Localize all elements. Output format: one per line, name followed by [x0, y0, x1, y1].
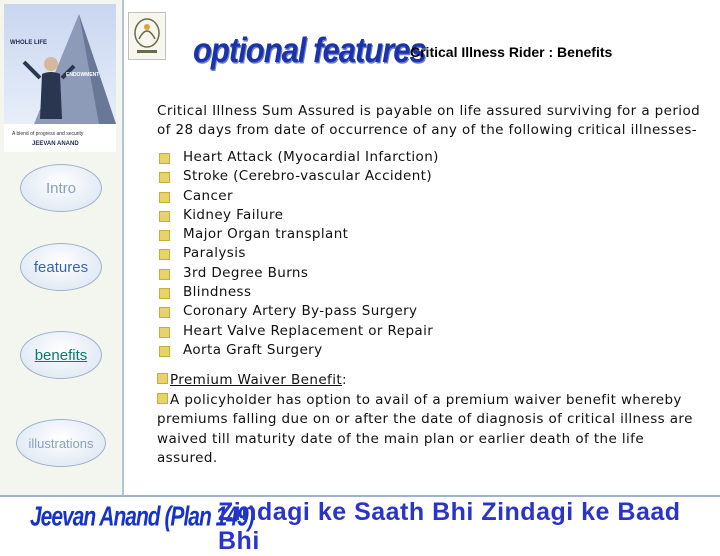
optional-features-heading: optional features: [193, 30, 426, 71]
bullet-square-icon: [159, 230, 170, 241]
illness-label: Kidney Failure: [183, 206, 284, 223]
footer-slogan: Zindagi ke Saath Bhi Zindagi ke Baad Bhi: [218, 498, 681, 555]
illness-label: Coronary Artery By-pass Surgery: [183, 303, 418, 320]
illness-list-item: [157, 225, 702, 244]
nav-features-button[interactable]: [20, 243, 102, 291]
illness-label: Aorta Graft Surgery: [183, 341, 323, 358]
illness-label: Paralysis: [183, 245, 246, 262]
nav-benefits-link[interactable]: [20, 331, 102, 379]
lic-emblem-logo: [128, 12, 166, 60]
bullet-square-icon: [159, 288, 170, 299]
waiver-text: A policyholder has option to avail of a premium waiver benefit whereby premiums falling due on or after the date of diagnosis of critical illness are waived till maturity date of the main plan or earlier death of the life assured.: [157, 391, 693, 467]
nav-intro-button[interactable]: [20, 164, 102, 212]
bullet-square-icon: [159, 346, 170, 357]
illness-label: Blindness: [183, 284, 252, 301]
illness-list-item: [157, 302, 702, 321]
main-content: [157, 102, 702, 469]
illness-list-item: [157, 187, 702, 206]
bullet-square-icon: [159, 269, 170, 280]
nav-illustrations-label: illustrations: [28, 435, 94, 451]
illness-label: Heart Valve Replacement or Repair: [183, 322, 434, 339]
illness-list-item: [157, 206, 702, 225]
sidebar: [0, 0, 124, 495]
waiver-heading-colon: :: [342, 372, 347, 389]
bullet-square-icon: [159, 211, 170, 222]
cover-image: [4, 4, 116, 152]
nav-features-label: features: [33, 258, 89, 276]
waiver-heading: Premium Waiver Benefit: [170, 372, 343, 389]
bullet-square-icon: [157, 373, 168, 384]
illness-list-item: [157, 283, 702, 302]
slide-title: Critical Illness Rider : Benefits: [410, 44, 613, 60]
premium-waiver-section: [157, 371, 702, 469]
illness-list-item: [157, 148, 702, 167]
bullet-square-icon: [159, 327, 170, 338]
illness-list-item: [157, 341, 702, 360]
illness-list-item: [157, 244, 702, 263]
footer-divider: [0, 495, 720, 497]
cover-tagline: A blend of progress and security: [12, 131, 84, 137]
illness-label: Cancer: [183, 187, 233, 204]
illness-list-item: [157, 264, 702, 283]
illness-list-item: [157, 167, 702, 186]
illness-list: [157, 148, 702, 360]
illness-label: Major Organ transplant: [183, 226, 349, 243]
bullet-square-icon: [159, 192, 170, 203]
bullet-square-icon: [157, 393, 168, 404]
nav-illustrations-button[interactable]: [16, 419, 106, 467]
cover-plan-name: JEEVAN ANAND: [32, 141, 79, 147]
bullet-square-icon: [159, 153, 170, 164]
bullet-square-icon: [159, 172, 170, 183]
illness-label: Stroke (Cerebro-vascular Accident): [183, 168, 433, 185]
illness-list-item: [157, 322, 702, 341]
footer-plan-name: Jeevan Anand (Plan 149): [30, 502, 254, 532]
cover-title: WHOLE LIFE: [10, 40, 47, 46]
bullet-square-icon: [159, 249, 170, 260]
pyramid-illustration: [4, 4, 116, 152]
bullet-square-icon: [159, 307, 170, 318]
cover-subtitle: ENDOWMENT: [66, 72, 100, 78]
illness-label: 3rd Degree Burns: [183, 264, 309, 281]
illness-label: Heart Attack (Myocardial Infarction): [183, 149, 439, 165]
nav-intro-label: Intro: [45, 179, 76, 197]
nav-benefits-label: benefits: [34, 346, 88, 364]
intro-paragraph: Critical Illness Sum Assured is payable on life assured surviving for a period of 28 days from date of occurrence of any of the following critical illnesses-: [157, 103, 701, 138]
